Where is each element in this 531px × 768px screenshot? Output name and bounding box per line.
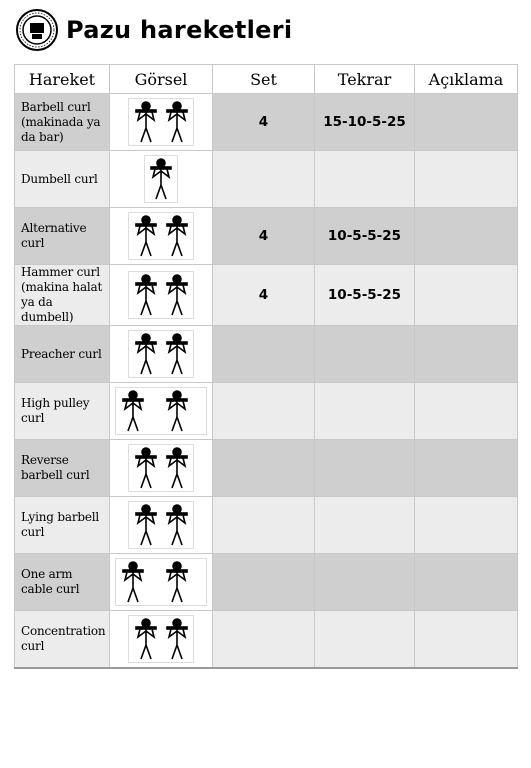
exercise-image-cell: [110, 94, 213, 151]
table-row: [15, 554, 518, 611]
dumbell-curl-illustration-icon: [144, 155, 178, 203]
tekrar-cell: 15-10-5-25: [315, 94, 415, 151]
aciklama-cell: [415, 151, 518, 208]
table-header-row: [15, 65, 518, 94]
exercise-image-cell: [110, 497, 213, 554]
table-row: [15, 265, 518, 326]
tekrar-cell: [315, 440, 415, 497]
table-row: [15, 326, 518, 383]
table-row: [15, 151, 518, 208]
set-cell: 4: [213, 208, 315, 265]
table-row: [15, 497, 518, 554]
aciklama-cell: [415, 326, 518, 383]
concentration-curl-illustration-icon: [128, 615, 194, 663]
tekrar-cell: [315, 497, 415, 554]
table-row: [15, 611, 518, 669]
table-row: [15, 94, 518, 151]
aciklama-cell: [415, 611, 518, 669]
exercise-name: Alternative curl: [15, 208, 110, 265]
column-header-gorsel: Görsel: [110, 65, 213, 94]
column-header-set: Set: [213, 65, 315, 94]
aciklama-cell: [415, 94, 518, 151]
reverse-barbell-curl-illustration-icon: [128, 444, 194, 492]
one-arm-cable-curl-illustration-icon: [115, 558, 207, 606]
exercise-name: One arm cable curl: [15, 554, 110, 611]
hammer-curl-illustration-icon: [128, 271, 194, 319]
exercise-name: Dumbell curl: [15, 151, 110, 208]
alternative-curl-illustration-icon: [128, 212, 194, 260]
set-cell: [213, 383, 315, 440]
exercise-image-cell: [110, 326, 213, 383]
table-row: [15, 208, 518, 265]
table-row: [15, 440, 518, 497]
exercise-image-cell: [110, 554, 213, 611]
set-cell: 4: [213, 265, 315, 326]
page-header: [16, 8, 292, 52]
aciklama-cell: [415, 265, 518, 326]
tekrar-cell: [315, 611, 415, 669]
exercise-image-cell: [110, 440, 213, 497]
set-cell: 4: [213, 94, 315, 151]
column-header-aciklama: Açıklama: [415, 65, 518, 94]
tekrar-cell: [315, 554, 415, 611]
exercise-image-cell: [110, 611, 213, 669]
exercise-table: [14, 64, 518, 669]
aciklama-cell: [415, 440, 518, 497]
set-cell: [213, 554, 315, 611]
exercise-name: Hammer curl (makina halat ya da dumbell): [15, 265, 110, 326]
tekrar-cell: [315, 326, 415, 383]
tekrar-cell: [315, 383, 415, 440]
set-cell: [213, 611, 315, 669]
tekrar-cell: 10-5-5-25: [315, 208, 415, 265]
preacher-curl-illustration-icon: [128, 330, 194, 378]
high-pulley-curl-illustration-icon: [115, 387, 207, 435]
column-header-hareket: Hareket: [15, 65, 110, 94]
exercise-name: Reverse barbell curl: [15, 440, 110, 497]
page-title: Pazu hareketleri: [66, 16, 293, 44]
exercise-image-cell: [110, 208, 213, 265]
column-header-tekrar: Tekrar: [315, 65, 415, 94]
exercise-image-cell: [110, 151, 213, 208]
set-cell: [213, 326, 315, 383]
exercise-name: Concentration curl: [15, 611, 110, 669]
tekrar-cell: [315, 151, 415, 208]
university-seal-icon: [16, 9, 58, 51]
exercise-image-cell: [110, 265, 213, 326]
aciklama-cell: [415, 554, 518, 611]
lying-barbell-curl-illustration-icon: [128, 501, 194, 549]
set-cell: [213, 440, 315, 497]
aciklama-cell: [415, 497, 518, 554]
exercise-name: Lying barbell curl: [15, 497, 110, 554]
exercise-name: Preacher curl: [15, 326, 110, 383]
aciklama-cell: [415, 383, 518, 440]
set-cell: [213, 497, 315, 554]
exercise-name: Barbell curl (makinada ya da bar): [15, 94, 110, 151]
exercise-name: High pulley curl: [15, 383, 110, 440]
exercise-image-cell: [110, 383, 213, 440]
table-row: [15, 383, 518, 440]
barbell-curl-illustration-icon: [128, 98, 194, 146]
aciklama-cell: [415, 208, 518, 265]
set-cell: [213, 151, 315, 208]
tekrar-cell: 10-5-5-25: [315, 265, 415, 326]
